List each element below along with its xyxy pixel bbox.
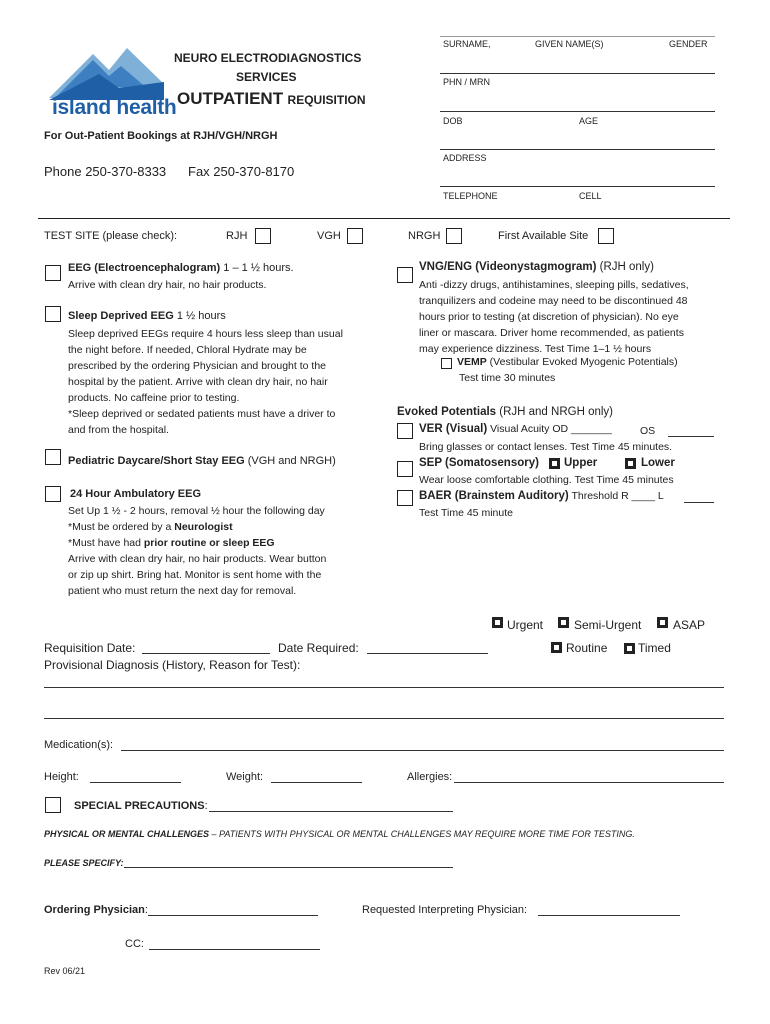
vng-line-2: tranquilizers and codeine may need to be discontinued 48 bbox=[419, 295, 688, 307]
weight-label: Weight: bbox=[226, 771, 264, 783]
pediatric-eeg-title: Pediatric Daycare/Short Stay EEG bbox=[68, 455, 245, 467]
timed-checkbox[interactable] bbox=[624, 643, 635, 654]
sleep-eeg-title: Sleep Deprived EEG bbox=[68, 310, 174, 322]
asap-checkbox[interactable] bbox=[657, 617, 668, 628]
pediatric-eeg-sites: (VGH and NRGH) bbox=[244, 455, 336, 467]
test-site-label: TEST SITE (please check): bbox=[44, 230, 178, 242]
surname-label: SURNAME, bbox=[443, 39, 491, 49]
baer-note: Test Time 45 minute bbox=[419, 507, 513, 519]
ver-heading bbox=[419, 423, 612, 435]
gender-label: GENDER bbox=[669, 39, 708, 49]
interpreting-physician-label: Requested Interpreting Physician: bbox=[362, 904, 528, 916]
ambulatory-eeg-instructions bbox=[68, 503, 326, 599]
ep-sites: (RJH and NRGH only) bbox=[496, 406, 614, 418]
cc-label: CC: bbox=[125, 938, 144, 950]
date-required-label: Date Required: bbox=[278, 641, 359, 655]
ver-checkbox[interactable] bbox=[397, 423, 413, 439]
site-rjh-label: RJH bbox=[226, 230, 248, 242]
sleep-eeg-heading bbox=[68, 310, 226, 322]
allergies-label: Allergies: bbox=[407, 771, 453, 783]
site-nrgh-label: NRGH bbox=[408, 230, 441, 242]
site-rjh-checkbox[interactable] bbox=[255, 228, 271, 244]
amb-line-4: Arrive with clean dry hair, no hair products. Wear button bbox=[68, 553, 327, 565]
sleep-eeg-instructions bbox=[68, 326, 343, 438]
amb-line-3 bbox=[68, 535, 326, 551]
vng-line-1: Anti -dizzy drugs, antihistamines, sleeping pills, sedatives, bbox=[419, 279, 689, 291]
sep-lower-label: Lower bbox=[641, 457, 675, 469]
phone-number: Phone 250-370-8333 bbox=[44, 164, 167, 179]
dob-label: DOB bbox=[443, 116, 463, 126]
address-field[interactable] bbox=[440, 186, 715, 187]
ver-os-field[interactable] bbox=[668, 436, 714, 437]
sleep-eeg-duration: 1 ½ hours bbox=[173, 310, 226, 322]
baer-l-field[interactable] bbox=[684, 502, 714, 503]
evoked-potentials-heading bbox=[397, 406, 613, 418]
amb-line-1: Set Up 1 ½ - 2 hours, removal ½ hour the following day bbox=[68, 505, 325, 517]
vng-instructions bbox=[419, 277, 689, 357]
semi-urgent-label: Semi-Urgent bbox=[574, 618, 642, 632]
baer-checkbox[interactable] bbox=[397, 490, 413, 506]
special-precautions-colon: : bbox=[204, 800, 208, 812]
routine-checkbox[interactable] bbox=[551, 642, 562, 653]
sleep-line-3: prescribed by the ordering Physician and brought to the bbox=[68, 360, 326, 372]
ordering-physician-heading bbox=[44, 904, 148, 916]
ver-os-label: OS bbox=[640, 425, 656, 437]
amb-line-3-text: *Must have had bbox=[68, 537, 144, 549]
semi-urgent-checkbox[interactable] bbox=[558, 617, 569, 628]
baer-title: BAER (Brainstem Auditory) bbox=[419, 490, 569, 502]
form-title-suffix: REQUISITION bbox=[287, 93, 366, 107]
ordering-physician-label: Ordering Physician bbox=[44, 904, 145, 916]
please-specify-label: PLEASE SPECIFY: bbox=[44, 858, 124, 868]
timed-label: Timed bbox=[638, 641, 671, 655]
site-vgh-label: VGH bbox=[317, 230, 341, 242]
sleep-line-7: and from the hospital. bbox=[68, 424, 169, 436]
sep-checkbox[interactable] bbox=[397, 461, 413, 477]
challenges-rest: – PATIENTS WITH PHYSICAL OR MENTAL CHALLENGES MAY REQUIRE MORE TIME FOR TESTING. bbox=[209, 829, 635, 839]
section-divider bbox=[38, 218, 730, 219]
sep-upper-checkbox[interactable] bbox=[549, 458, 560, 469]
diagnosis-field-2[interactable] bbox=[44, 718, 724, 719]
medication-label: Medication(s): bbox=[44, 739, 114, 751]
amb-line-2-bold: Neurologist bbox=[174, 521, 233, 533]
cell-label: CELL bbox=[579, 191, 602, 201]
ver-acuity: Visual Acuity OD _______ bbox=[487, 423, 612, 435]
ordering-physician-colon: : bbox=[144, 904, 148, 916]
form-title-main: OUTPATIENT bbox=[177, 89, 284, 108]
form-title bbox=[177, 89, 366, 109]
telephone-label: TELEPHONE bbox=[443, 191, 498, 201]
dept-line-2: SERVICES bbox=[236, 70, 297, 84]
sleep-line-6: *Sleep deprived or sedated patients must have a driver to bbox=[68, 408, 336, 420]
dept-line-1: NEURO ELECTRODIAGNOSTICS bbox=[174, 51, 362, 65]
sleep-line-4: hospital by the patient. Arrive with clean dry hair, no hair bbox=[68, 376, 328, 388]
patient-top-line bbox=[440, 36, 715, 37]
urgent-label: Urgent bbox=[507, 618, 544, 632]
ep-title: Evoked Potentials bbox=[397, 406, 497, 418]
ver-note: Bring glasses or contact lenses. Test Time 45 minutes. bbox=[419, 441, 673, 453]
vng-line-5: may experience dizziness. Test Time 1–1 ½ hours bbox=[419, 343, 652, 355]
urgent-checkbox[interactable] bbox=[492, 617, 503, 628]
site-nrgh-checkbox[interactable] bbox=[446, 228, 462, 244]
amb-line-5: or zip up shirt. Bring hat. Monitor is sent home with the bbox=[68, 569, 322, 581]
amb-line-2 bbox=[68, 519, 326, 535]
medication-field[interactable] bbox=[121, 750, 724, 751]
asap-label: ASAP bbox=[673, 618, 706, 632]
bookings-line: For Out-Patient Bookings at RJH/VGH/NRGH bbox=[44, 130, 278, 142]
challenges-bold: PHYSICAL OR MENTAL CHALLENGES bbox=[44, 829, 210, 839]
diagnosis-field-1[interactable] bbox=[44, 687, 724, 688]
vng-line-3: hours prior to testing (at discretion of physician). No eye bbox=[419, 311, 679, 323]
fax-number: Fax 250-370-8170 bbox=[188, 164, 295, 179]
requisition-date-field[interactable] bbox=[142, 653, 270, 654]
amb-line-6: patient who must return the next day for removal. bbox=[68, 585, 297, 597]
island-health-logo bbox=[44, 44, 177, 124]
sep-upper-label: Upper bbox=[564, 457, 598, 469]
vemp-checkbox[interactable] bbox=[441, 358, 452, 369]
pediatric-eeg-heading bbox=[68, 455, 336, 467]
weight-field[interactable] bbox=[271, 782, 362, 783]
diagnosis-label: Provisional Diagnosis (History, Reason for Test): bbox=[44, 658, 301, 672]
amb-line-3-bold: prior routine or sleep EEG bbox=[143, 537, 275, 549]
eeg-title: EEG (Electroencephalogram) bbox=[68, 262, 221, 274]
vemp-time: Test time 30 minutes bbox=[459, 372, 556, 384]
please-specify-field[interactable] bbox=[124, 867, 453, 868]
requisition-date-label: Requisition Date: bbox=[44, 641, 136, 655]
interpreting-physician-field[interactable] bbox=[538, 915, 680, 916]
ambulatory-eeg-title: 24 Hour Ambulatory EEG bbox=[70, 488, 202, 500]
special-precautions-field[interactable] bbox=[209, 811, 453, 812]
eeg-checkbox[interactable] bbox=[45, 265, 61, 281]
site-vgh-checkbox[interactable] bbox=[347, 228, 363, 244]
eeg-heading bbox=[68, 262, 294, 274]
sleep-line-1: Sleep deprived EEGs require 4 hours less sleep than usual bbox=[68, 328, 343, 340]
amb-line-2-text: *Must be ordered by a bbox=[68, 521, 175, 533]
vemp-desc: (Vestibular Evoked Myogenic Potentials) bbox=[486, 356, 678, 368]
mountain-logo-icon bbox=[49, 44, 164, 100]
vng-site: (RJH only) bbox=[596, 261, 654, 273]
logo-text: island health bbox=[52, 96, 177, 119]
ordering-physician-field[interactable] bbox=[148, 915, 318, 916]
special-precautions-heading bbox=[74, 800, 208, 812]
surname-field[interactable] bbox=[440, 73, 715, 74]
date-required-field[interactable] bbox=[367, 653, 488, 654]
site-first-available-checkbox[interactable] bbox=[598, 228, 614, 244]
phn-label: PHN / MRN bbox=[443, 77, 490, 87]
ver-title: VER (Visual) bbox=[419, 423, 488, 435]
site-first-available-label: First Available Site bbox=[498, 230, 589, 242]
pediatric-eeg-checkbox[interactable] bbox=[45, 449, 61, 465]
sleep-eeg-checkbox[interactable] bbox=[45, 306, 61, 322]
height-label: Height: bbox=[44, 771, 79, 783]
eeg-note: Arrive with clean dry hair, no hair products. bbox=[68, 279, 267, 291]
sleep-line-5: products. No caffeine prior to testing. bbox=[68, 392, 240, 404]
given-names-label: GIVEN NAME(S) bbox=[535, 39, 604, 49]
special-precautions-label: SPECIAL PRECAUTIONS bbox=[74, 800, 205, 812]
baer-threshold: Threshold R ____ L bbox=[568, 490, 664, 502]
sep-note: Wear loose comfortable clothing. Test Time 45 minutes bbox=[419, 474, 674, 486]
sep-lower-checkbox[interactable] bbox=[625, 458, 636, 469]
vemp-heading bbox=[457, 356, 678, 368]
vng-line-4: liner or mascara. Driver home recommended, as patients bbox=[419, 327, 684, 339]
dob-field[interactable] bbox=[440, 149, 715, 150]
eeg-duration: 1 – 1 ½ hours. bbox=[220, 262, 294, 274]
address-label: ADDRESS bbox=[443, 153, 487, 163]
revision-label: Rev 06/21 bbox=[44, 966, 86, 976]
age-label: AGE bbox=[579, 116, 599, 126]
vng-heading bbox=[419, 261, 654, 273]
ambulatory-eeg-checkbox[interactable] bbox=[45, 486, 61, 502]
routine-label: Routine bbox=[566, 641, 608, 655]
challenges-note bbox=[44, 829, 635, 839]
sep-title: SEP (Somatosensory) bbox=[419, 457, 539, 469]
special-precautions-checkbox[interactable] bbox=[45, 797, 61, 813]
cc-field[interactable] bbox=[149, 949, 320, 950]
sleep-line-2: the night before. If needed, Chloral Hydrate may be bbox=[68, 344, 307, 356]
phn-field[interactable] bbox=[440, 111, 715, 112]
allergies-field[interactable] bbox=[454, 782, 724, 783]
vng-checkbox[interactable] bbox=[397, 267, 413, 283]
vemp-title: VEMP bbox=[457, 356, 487, 368]
height-field[interactable] bbox=[90, 782, 181, 783]
baer-heading bbox=[419, 490, 664, 502]
vng-title: VNG/ENG (Videonystagmogram) bbox=[419, 261, 597, 273]
